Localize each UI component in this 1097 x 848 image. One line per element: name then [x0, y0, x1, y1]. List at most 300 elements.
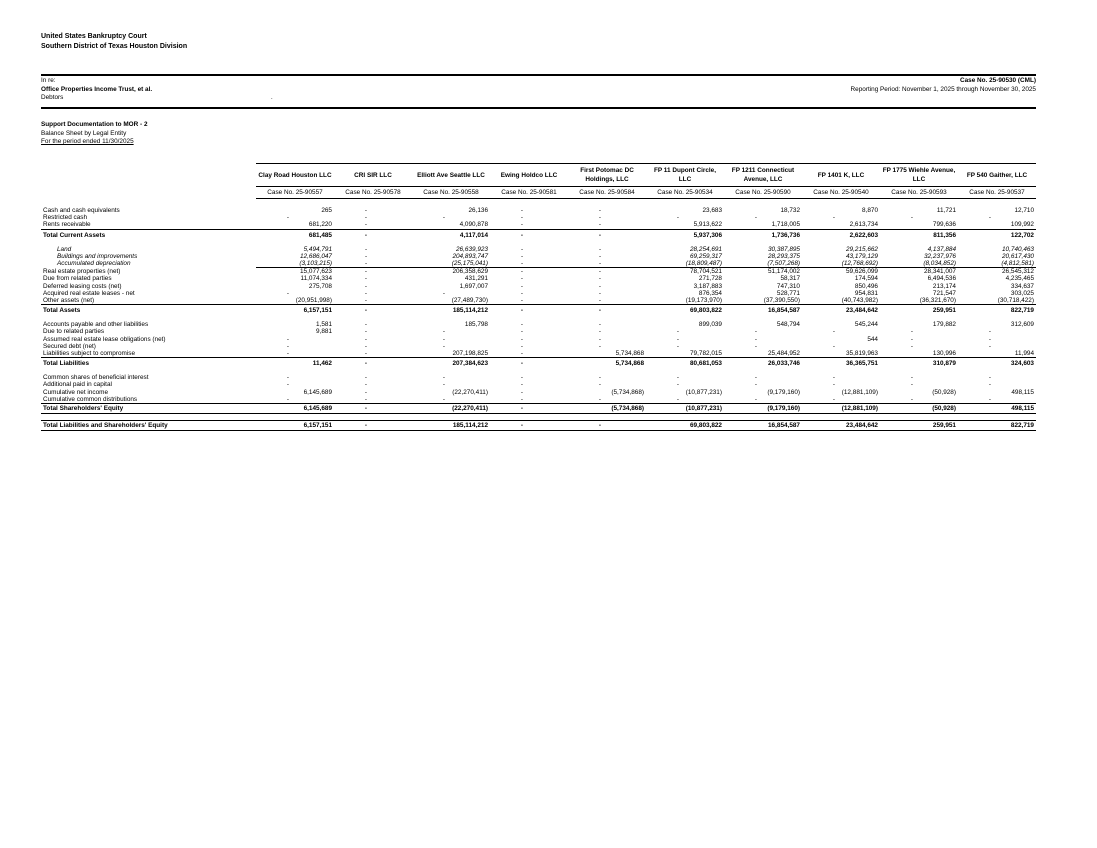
case-caption-right — [851, 77, 1036, 94]
cell-value: - — [724, 396, 802, 404]
cell-value: - — [754, 335, 758, 343]
cell-value: (40,743,982) — [841, 297, 878, 305]
row-label: Restricted cash — [43, 214, 88, 222]
cell-value: - — [832, 374, 836, 382]
cell-value: 312,609 — [1010, 321, 1034, 329]
cell-value: 876,354 — [698, 289, 722, 297]
cell-value: 130,996 — [932, 350, 956, 358]
cell-value: - — [598, 381, 602, 389]
cell-value: 78,704,521 — [690, 268, 722, 276]
entity-header-row — [41, 164, 1036, 187]
cell-value: (9,179,160) — [724, 404, 802, 414]
cell-value: - — [568, 229, 646, 241]
entity-case-number: Case No. 25-90557 — [256, 187, 334, 199]
cell-value: - — [598, 335, 602, 343]
entity-name: FP 11 Dupont Circle, LLC — [646, 164, 724, 187]
cell-value: 5,913,622 — [693, 221, 722, 229]
cell-value: 29,215,662 — [846, 245, 878, 253]
row-label: Land — [57, 245, 72, 253]
cell-value: 185,114,212 — [412, 305, 490, 317]
cell-value: 5,734,868 — [615, 350, 644, 358]
cell-value: - — [598, 268, 602, 276]
case-caption-left — [41, 77, 152, 103]
entity-case-number: Case No. 25-90534 — [646, 187, 724, 199]
reporting-period: Reporting Period: November 1, 2025 through November 30, 2025 — [850, 85, 1036, 93]
cell-value: - — [832, 342, 836, 350]
cell-value: - — [598, 275, 602, 283]
row-label: Due from related parties — [43, 275, 112, 283]
row-label: Due to related parties — [43, 328, 105, 336]
entity-name: First Potomac DC Holdings, LLC — [568, 164, 646, 187]
cell-value: 5,937,306 — [646, 229, 724, 241]
cell-value: (8,034,852) — [880, 260, 958, 268]
cell-value: - — [286, 374, 290, 382]
cell-value: (4,812,581) — [958, 260, 1036, 268]
support-heading — [41, 121, 148, 147]
cell-value: (25,175,041) — [412, 260, 490, 268]
support-title: Support Documentation to MOR - 2 — [41, 121, 148, 128]
cell-value: - — [520, 374, 524, 382]
cell-value: 1,697,007 — [459, 282, 488, 290]
cell-value: 109,992 — [1010, 221, 1034, 229]
cell-value: 6,157,151 — [256, 305, 334, 317]
balance-sheet-table — [41, 163, 1036, 431]
entity-name: Elliott Ave Seattle LLC — [412, 164, 490, 187]
cell-value: - — [334, 260, 412, 268]
cell-value: 721,547 — [932, 289, 956, 297]
cell-value: - — [490, 358, 568, 370]
cell-value: (20,951,998) — [295, 297, 332, 305]
cell-value: 1,718,005 — [771, 221, 800, 229]
cell-value: - — [676, 214, 680, 222]
cell-value: 174,594 — [854, 275, 878, 283]
cell-value: - — [334, 421, 412, 431]
cell-value: - — [364, 335, 368, 343]
cell-value: 498,115 — [958, 404, 1036, 414]
cell-value: 1,736,736 — [724, 229, 802, 241]
cell-value: 4,090,878 — [459, 221, 488, 229]
cell-value: (7,507,268) — [724, 260, 802, 268]
cell-value: 8,870 — [862, 207, 878, 214]
row-duefrom — [41, 275, 1036, 282]
row-ccd — [41, 396, 1036, 404]
stray-dot: . — [271, 95, 273, 101]
cell-value: 799,636 — [932, 221, 956, 229]
cell-value: - — [442, 335, 446, 343]
row-dueto — [41, 328, 1036, 335]
cell-value: - — [520, 335, 524, 343]
support-subtitle: Balance Sheet by Legal Entity — [41, 129, 127, 137]
spacer-row — [41, 414, 1036, 421]
entity-name: CRI SIR LLC — [334, 164, 412, 187]
cell-value: 26,545,312 — [1002, 268, 1034, 276]
cell-value: - — [676, 342, 680, 350]
cell-value: - — [364, 381, 368, 389]
entity-name: FP 1211 Connecticut Avenue, LLC — [724, 164, 802, 187]
cell-value: - — [568, 421, 646, 431]
cell-value: - — [286, 214, 290, 222]
cell-value: 179,882 — [932, 321, 956, 329]
cell-value: - — [334, 404, 412, 414]
cell-value: 122,702 — [958, 229, 1036, 241]
cell-value: - — [334, 396, 412, 404]
cell-value: - — [364, 245, 368, 253]
cell-value: 431,291 — [464, 275, 488, 283]
cell-value: - — [334, 305, 412, 317]
cell-value: 59,626,099 — [846, 268, 878, 276]
cell-value: - — [598, 374, 602, 382]
cell-value: - — [646, 396, 724, 404]
cell-value: 80,681,053 — [646, 358, 724, 370]
cell-value: - — [520, 221, 524, 229]
cell-value: - — [490, 229, 568, 241]
cell-value: 548,794 — [776, 321, 800, 329]
row-land — [41, 246, 1036, 253]
cell-value: 69,803,822 — [646, 421, 724, 431]
cell-value: 6,494,536 — [927, 275, 956, 283]
cell-value: - — [598, 207, 602, 214]
row-label: Liabilities subject to compromise — [43, 350, 135, 358]
in-re-label: In re: — [41, 77, 56, 84]
cell-value: - — [286, 342, 290, 350]
cell-value: 11,994 — [1014, 350, 1034, 358]
cell-value: (30,718,422) — [997, 297, 1034, 305]
cell-value: (50,928) — [932, 388, 956, 396]
cell-value: - — [910, 335, 914, 343]
cell-value: - — [598, 321, 602, 329]
cell-value: 20,617,430 — [1002, 252, 1034, 260]
cell-value: - — [364, 207, 368, 214]
row-apic — [41, 381, 1036, 388]
cell-value: - — [598, 252, 602, 260]
cell-value: 185,114,212 — [412, 421, 490, 431]
entity-case-number: Case No. 25-90540 — [802, 187, 880, 199]
row-assumed — [41, 336, 1036, 343]
cell-value: - — [286, 289, 290, 297]
row-label: Total Shareholders' Equity — [41, 404, 256, 414]
cell-value: - — [754, 374, 758, 382]
cell-value: - — [364, 321, 368, 329]
court-division: Southern District of Texas Houston Division — [41, 43, 188, 50]
cell-value: - — [364, 214, 368, 222]
cell-value: - — [520, 350, 524, 358]
entity-case-number: Case No. 25-90590 — [724, 187, 802, 199]
cell-value: - — [442, 328, 446, 336]
cell-value: 310,879 — [880, 358, 958, 370]
row-rep — [41, 268, 1036, 276]
cell-value: - — [442, 289, 446, 297]
cell-value: - — [286, 335, 290, 343]
cell-value: - — [598, 245, 602, 253]
cell-value: 850,496 — [854, 282, 878, 290]
cell-value: 6,145,689 — [256, 404, 334, 414]
cell-value: - — [988, 214, 992, 222]
cell-value: 545,244 — [854, 321, 878, 329]
cell-value: - — [598, 297, 602, 305]
row-label: Additional paid in capital — [43, 381, 112, 389]
row-label: Other assets (net) — [43, 297, 95, 305]
cell-value: - — [568, 260, 646, 268]
case-number: Case No. 25-90530 (CML) — [959, 77, 1036, 84]
row-cash — [41, 207, 1036, 214]
cell-value: - — [520, 252, 524, 260]
row-label: Total Assets — [41, 305, 256, 317]
cell-value: 2,622,603 — [802, 229, 880, 241]
cell-value: - — [598, 289, 602, 297]
cell-value: 324,603 — [958, 358, 1036, 370]
cell-value: - — [520, 207, 524, 214]
cell-value: 822,719 — [958, 421, 1036, 431]
cell-value: - — [490, 396, 568, 404]
cell-value: - — [598, 342, 602, 350]
header-blank — [41, 164, 256, 187]
cell-value: - — [754, 328, 758, 336]
entity-case-number: Case No. 25-90581 — [490, 187, 568, 199]
cell-value: 528,771 — [776, 289, 800, 297]
cell-value: 259,951 — [880, 305, 958, 317]
cell-value: - — [334, 229, 412, 241]
cell-value: - — [754, 381, 758, 389]
row-label: Rents receivable — [43, 221, 91, 229]
spacer-row — [41, 199, 1036, 208]
cell-value: 16,854,587 — [724, 421, 802, 431]
cell-value: 12,710 — [1014, 207, 1034, 214]
cell-value: 2,613,734 — [849, 221, 878, 229]
cell-value: 204,893,747 — [452, 252, 488, 260]
cell-value: - — [520, 321, 524, 329]
cell-value: - — [364, 297, 368, 305]
cell-value: (19,173,970) — [685, 297, 722, 305]
cell-value: - — [754, 214, 758, 222]
cell-value: 10,740,463 — [1002, 245, 1034, 253]
cell-value: 12,686,047 — [300, 252, 332, 260]
cell-value: 15,077,623 — [300, 268, 332, 276]
debtor-name: Office Properties Income Trust, et al. — [41, 85, 153, 93]
cell-value: 28,254,691 — [690, 245, 722, 253]
cell-value: - — [364, 282, 368, 290]
row-tl — [41, 358, 1036, 370]
cell-value: - — [442, 374, 446, 382]
cell-value: 3,187,883 — [693, 282, 722, 290]
cell-value: 43,179,129 — [846, 252, 878, 260]
cell-value: - — [880, 396, 958, 404]
cell-value: 16,854,587 — [724, 305, 802, 317]
cell-value: 544 — [867, 335, 878, 343]
cell-value: (36,321,670) — [919, 297, 956, 305]
cell-value: 206,358,629 — [452, 268, 488, 276]
row-label: Buildings and improvements — [57, 252, 138, 260]
cell-value: 28,341,007 — [924, 268, 956, 276]
cell-value: 23,683 — [702, 207, 722, 214]
row-label: Total Liabilities and Shareholders' Equity — [41, 421, 256, 431]
cell-value: (5,734,868) — [611, 388, 644, 396]
cell-value: 79,782,015 — [690, 350, 722, 358]
cell-value: 822,719 — [958, 305, 1036, 317]
cell-value: 681,220 — [308, 221, 332, 229]
entity-name: Clay Road Houston LLC — [256, 164, 334, 187]
cell-value: - — [520, 328, 524, 336]
cell-value: - — [988, 328, 992, 336]
row-label: Cumulative common distributions — [43, 395, 138, 403]
cell-value: 26,033,746 — [724, 358, 802, 370]
row-lstc — [41, 350, 1036, 358]
cell-value: - — [364, 252, 368, 260]
spacer-cell — [41, 199, 1036, 208]
row-accdep — [41, 260, 1036, 268]
entity-name: FP 1775 Wiehle Avenue, LLC — [880, 164, 958, 187]
cell-value: (5,734,868) — [568, 404, 646, 414]
cell-value: - — [676, 381, 680, 389]
cell-value: - — [568, 305, 646, 317]
cell-value: - — [676, 374, 680, 382]
cell-value: - — [520, 297, 524, 305]
cell-value: - — [802, 396, 880, 404]
cell-value: - — [598, 282, 602, 290]
cell-value: - — [520, 282, 524, 290]
cell-value: 1,581 — [316, 321, 332, 329]
cell-value: - — [832, 214, 836, 222]
cell-value: 30,387,895 — [768, 245, 800, 253]
cell-value: - — [988, 374, 992, 382]
cell-value: 747,310 — [776, 282, 800, 290]
row-tse — [41, 404, 1036, 414]
cell-value: 899,039 — [698, 321, 722, 329]
cell-value: 265 — [321, 207, 332, 214]
row-label: Cumulative net income — [43, 388, 109, 396]
cell-value: 5,734,868 — [568, 358, 646, 370]
row-label: Accounts payable and other liabilities — [43, 321, 149, 329]
cell-value: 185,798 — [464, 321, 488, 329]
court-header — [41, 32, 187, 52]
cell-value: 303,025 — [1010, 289, 1034, 297]
cell-value: - — [490, 421, 568, 431]
entity-case-number: Case No. 25-90578 — [334, 187, 412, 199]
cell-value: - — [490, 305, 568, 317]
header-blank — [41, 187, 256, 199]
row-label: Secured debt (net) — [43, 342, 96, 350]
cell-value: 69,803,822 — [646, 305, 724, 317]
cell-value: 51,174,002 — [768, 268, 800, 276]
cell-value: - — [334, 358, 412, 370]
cell-value: (18,809,487) — [646, 260, 724, 268]
court-name: United States Bankruptcy Court — [41, 33, 147, 40]
cell-value: 275,708 — [308, 282, 332, 290]
cell-value: 6,157,151 — [256, 421, 334, 431]
cell-value: - — [442, 342, 446, 350]
cell-value: (27,489,730) — [451, 297, 488, 305]
row-common — [41, 374, 1036, 381]
spacer-cell — [41, 414, 1036, 421]
entity-name: FP 1401 K, LLC — [802, 164, 880, 187]
cell-value: - — [364, 374, 368, 382]
cell-value: - — [364, 328, 368, 336]
entity-name: Ewing Holdco LLC — [490, 164, 568, 187]
entity-case-number: Case No. 25-90537 — [958, 187, 1036, 199]
cell-value: - — [520, 289, 524, 297]
cell-value: 6,145,689 — [303, 388, 332, 396]
cell-value: 681,485 — [256, 229, 334, 241]
row-label: Deferred leasing costs (net) — [43, 282, 122, 290]
cell-value: - — [754, 342, 758, 350]
cell-value: - — [520, 388, 524, 396]
cell-value: 25,484,952 — [768, 350, 800, 358]
cell-value: (10,877,231) — [646, 404, 724, 414]
cell-value: - — [832, 381, 836, 389]
cell-value: - — [364, 388, 368, 396]
cell-value: 334,637 — [1010, 282, 1034, 290]
cell-value: - — [442, 214, 446, 222]
cell-value: 58,317 — [780, 275, 800, 283]
cell-value: 5,494,791 — [303, 245, 332, 253]
row-label: Acquired real estate leases - net — [43, 289, 135, 297]
row-acquired — [41, 290, 1036, 297]
cell-value: (37,390,550) — [763, 297, 800, 305]
row-other — [41, 297, 1036, 305]
cell-value: 4,137,884 — [927, 245, 956, 253]
row-deferred — [41, 283, 1036, 290]
cell-value: - — [910, 328, 914, 336]
cell-value: - — [364, 268, 368, 276]
cell-value: 26,639,923 — [456, 245, 488, 253]
cell-value: 207,198,825 — [452, 350, 488, 358]
entity-case-number: Case No. 25-90558 — [412, 187, 490, 199]
cell-value: 26,136 — [468, 207, 488, 214]
cell-value: 259,951 — [880, 421, 958, 431]
case-number-row — [41, 187, 1036, 199]
row-tlse — [41, 421, 1036, 431]
cell-value: - — [520, 268, 524, 276]
cell-value: - — [364, 275, 368, 283]
cell-value: 954,831 — [854, 289, 878, 297]
row-label: Assumed real estate lease obligations (net) — [43, 335, 166, 343]
row-rents — [41, 221, 1036, 229]
cell-value: - — [364, 221, 368, 229]
cell-value: - — [910, 381, 914, 389]
row-restricted — [41, 214, 1036, 221]
cell-value: - — [364, 342, 368, 350]
cell-value: 4,235,465 — [1005, 275, 1034, 283]
cell-value: - — [568, 396, 646, 404]
cell-value: - — [286, 381, 290, 389]
cell-value: 32,237,976 — [924, 252, 956, 260]
cell-value: 28,293,375 — [768, 252, 800, 260]
cell-value: 271,728 — [698, 275, 722, 283]
cell-value: - — [364, 289, 368, 297]
cell-value: - — [412, 396, 490, 404]
cell-value: - — [988, 335, 992, 343]
cell-value: (3,103,215) — [256, 260, 334, 268]
cell-value: 69,259,317 — [690, 252, 722, 260]
cell-value: (22,270,411) — [452, 388, 488, 396]
cell-value: 23,484,642 — [802, 305, 880, 317]
cell-value: - — [910, 374, 914, 382]
cell-value: (22,270,411) — [412, 404, 490, 414]
cell-value: 498,115 — [1011, 388, 1034, 396]
row-label: Common shares of beneficial interest — [43, 374, 149, 382]
cell-value: (12,881,109) — [841, 388, 878, 396]
cell-value: 207,384,623 — [412, 358, 490, 370]
cell-value: (12,768,692) — [802, 260, 880, 268]
cell-value: - — [910, 342, 914, 350]
row-label: Total Liabilities — [41, 358, 256, 370]
cell-value: 4,117,014 — [412, 229, 490, 241]
row-label: Real estate properties (net) — [43, 267, 121, 275]
cell-value: - — [520, 214, 524, 222]
cell-value: - — [286, 350, 290, 358]
caption-top-rule — [41, 74, 1036, 76]
cell-value: - — [490, 260, 568, 268]
cell-value: - — [598, 221, 602, 229]
